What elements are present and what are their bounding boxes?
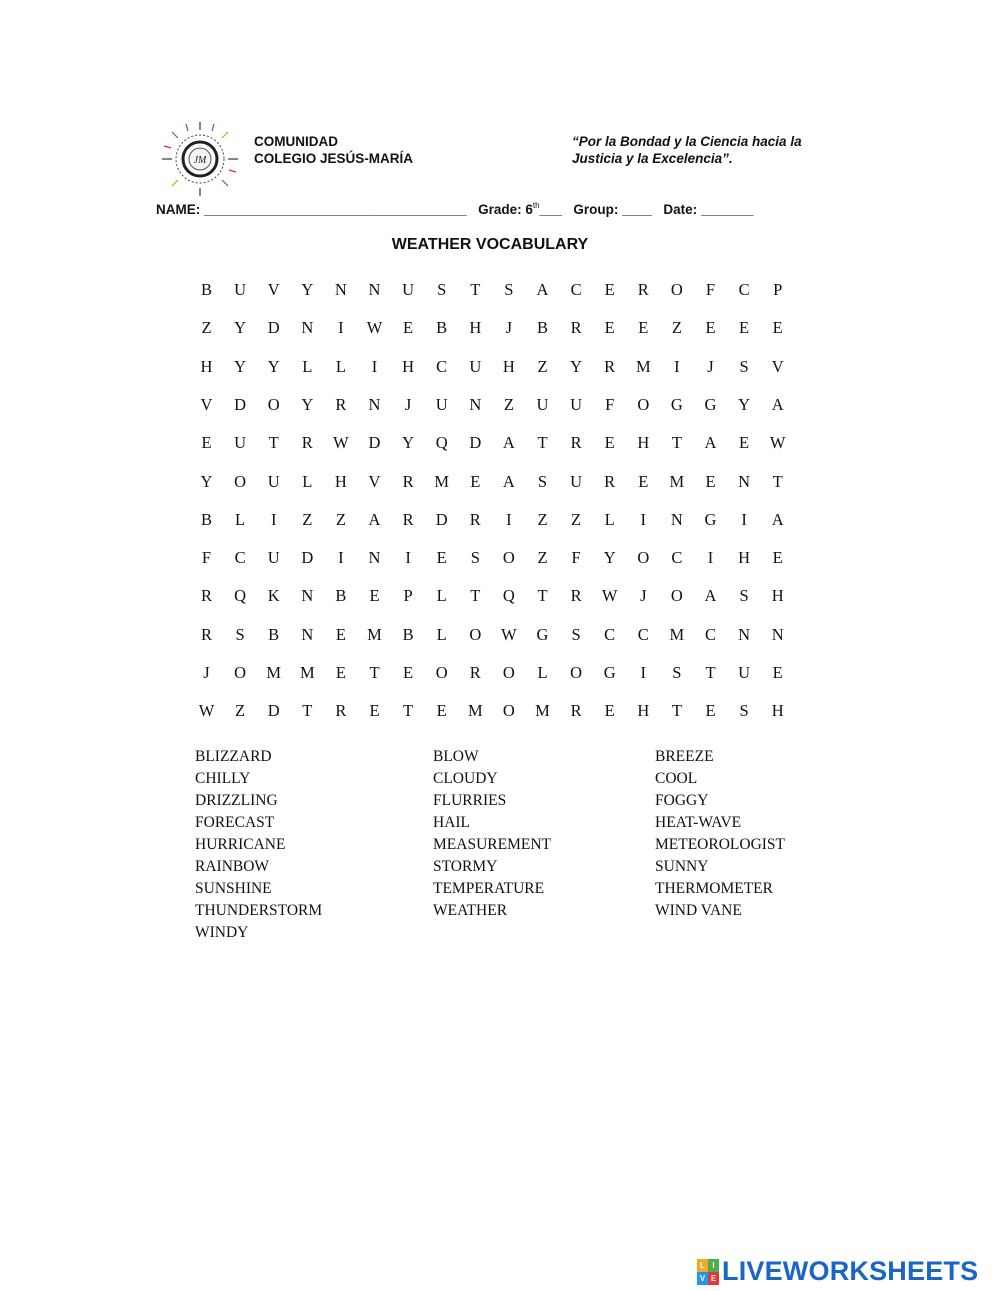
grid-letter[interactable]: F [201, 548, 212, 568]
grid-letter[interactable]: N [368, 280, 381, 299]
name-field[interactable]: ___________________________________ [204, 202, 467, 217]
grid-letter[interactable]: Y [234, 356, 247, 376]
grid-letter[interactable]: M [669, 624, 685, 644]
grid-letter[interactable]: S [739, 701, 749, 721]
grid-row [190, 357, 800, 381]
grid-letter[interactable]: O [234, 471, 247, 491]
motto-line2: Justicia y la Excelencia”. [572, 151, 733, 166]
grid-row [190, 510, 800, 534]
grid-letter[interactable]: B [436, 318, 448, 338]
vocabulary-word: THUNDERSTORM [195, 902, 323, 919]
word-list-column-2 [433, 746, 551, 922]
grid-letter[interactable]: E [638, 471, 649, 491]
grid-letter[interactable]: E [604, 701, 615, 721]
logo-tile: L [697, 1259, 708, 1272]
grid-row [190, 586, 800, 610]
grid-letter[interactable]: H [200, 356, 213, 376]
grid-letter[interactable]: J [203, 663, 210, 682]
grid-letter[interactable]: U [435, 394, 448, 414]
motto-line1: “Por la Bondad y la Ciencia hacia la [572, 134, 802, 149]
grid-letter[interactable]: Y [301, 394, 314, 414]
grid-letter[interactable]: L [604, 509, 615, 529]
grid-letter[interactable]: N [301, 586, 314, 606]
grid-letter[interactable]: Z [537, 356, 548, 376]
vocabulary-word: HURRICANE [195, 836, 286, 853]
grid-letter[interactable]: B [200, 280, 212, 299]
grid-letter[interactable]: N [334, 280, 347, 299]
grid-letter[interactable]: R [570, 318, 582, 338]
vocabulary-word: STORMY [433, 858, 498, 875]
logo-initials: JM [193, 155, 207, 166]
name-label: NAME: [156, 202, 201, 217]
grid-letter[interactable]: G [704, 509, 717, 529]
grid-letter[interactable]: Y [234, 318, 247, 338]
grid-letter[interactable]: Y [603, 548, 616, 568]
grid-letter[interactable]: E [604, 433, 615, 453]
grid-letter[interactable]: U [570, 394, 583, 414]
grid-letter[interactable]: C [436, 356, 448, 376]
grid-letter[interactable]: N [738, 624, 751, 644]
grid-letter[interactable]: T [537, 433, 548, 453]
grid-letter[interactable]: Z [571, 509, 582, 529]
grid-letter[interactable]: I [405, 548, 411, 568]
grid-letter[interactable]: A [536, 280, 549, 299]
grid-letter[interactable]: R [469, 663, 481, 682]
grid-letter[interactable]: E [201, 433, 212, 453]
grid-letter[interactable]: U [234, 280, 247, 299]
grid-letter[interactable]: D [368, 433, 381, 453]
vocabulary-word: WEATHER [433, 902, 508, 919]
grid-letter[interactable]: R [604, 471, 616, 491]
school-name-line1: COMUNIDAD [254, 134, 338, 149]
grid-row [190, 318, 800, 342]
grid-letter[interactable]: M [367, 624, 382, 644]
grid-letter[interactable]: Y [267, 356, 280, 376]
grid-letter[interactable]: S [571, 624, 581, 644]
grid-letter[interactable]: A [771, 509, 784, 529]
grid-letter[interactable]: L [302, 471, 313, 491]
grid-letter[interactable]: A [771, 394, 784, 414]
grid-letter[interactable]: U [469, 356, 482, 376]
grid-letter[interactable]: R [200, 624, 212, 644]
word-list-column-1 [195, 746, 322, 944]
grid-letter[interactable]: O [234, 663, 247, 682]
grid-letter[interactable]: U [570, 471, 583, 491]
grid-letter[interactable]: Y [200, 471, 213, 491]
vocabulary-word: HEAT-WAVE [655, 814, 742, 831]
student-info-line [156, 201, 754, 217]
grid-letter[interactable]: G [670, 394, 683, 414]
grid-letter[interactable]: L [537, 663, 548, 682]
grid-letter[interactable]: L [235, 509, 246, 529]
school-logo [160, 120, 240, 198]
grid-letter[interactable]: Y [570, 356, 583, 376]
grid-letter[interactable]: R [335, 701, 347, 721]
grid-letter[interactable]: E [739, 433, 750, 453]
grade-field[interactable]: ___ [539, 202, 563, 217]
grid-letter[interactable]: H [637, 433, 650, 453]
grid-letter[interactable]: S [235, 624, 245, 644]
grid-letter[interactable]: E [369, 586, 380, 606]
grid-letter[interactable]: R [637, 280, 649, 299]
grid-letter[interactable]: J [404, 394, 412, 414]
grid-letter[interactable]: Z [335, 509, 346, 529]
grid-letter[interactable]: C [671, 548, 683, 568]
grid-letter[interactable]: C [738, 280, 750, 299]
grid-letter[interactable]: M [669, 471, 685, 491]
grid-letter[interactable]: T [403, 701, 414, 721]
vocabulary-word: HAIL [433, 814, 471, 831]
grid-letter[interactable]: Z [302, 509, 313, 529]
grid-row [190, 395, 800, 419]
grid-letter[interactable]: P [403, 586, 413, 606]
grid-letter[interactable]: L [436, 624, 447, 644]
grid-letter[interactable]: M [635, 356, 651, 376]
grid-letter[interactable]: R [570, 586, 582, 606]
grid-letter[interactable]: I [338, 548, 344, 568]
grid-letter[interactable]: E [638, 318, 649, 338]
grid-letter[interactable]: D [234, 394, 247, 414]
grid-letter[interactable]: S [537, 471, 548, 491]
vocabulary-word: FOGGY [655, 792, 709, 809]
grid-letter[interactable]: Q [234, 586, 247, 606]
grid-letter[interactable]: Z [537, 509, 548, 529]
grid-letter[interactable]: I [741, 509, 747, 529]
grid-letter[interactable]: R [570, 701, 582, 721]
grid-letter[interactable]: I [640, 663, 647, 682]
word-list-column-3 [655, 746, 785, 922]
grid-letter[interactable]: W [769, 433, 786, 453]
vocabulary-word: COOL [655, 770, 698, 787]
grid-letter[interactable]: R [570, 433, 582, 453]
grid-letter[interactable]: G [704, 394, 717, 414]
grid-letter[interactable]: D [267, 701, 280, 721]
grid-letter[interactable]: E [705, 318, 716, 338]
grid-row [190, 701, 800, 725]
grid-letter[interactable]: D [435, 509, 448, 529]
grid-letter[interactable]: O [502, 663, 515, 682]
grid-letter[interactable]: E [772, 548, 783, 568]
grid-letter[interactable]: W [366, 318, 383, 338]
grid-letter[interactable]: T [772, 471, 783, 491]
vocabulary-word: WINDY [195, 924, 249, 941]
grid-letter[interactable]: O [670, 280, 683, 299]
grid-letter[interactable]: V [771, 356, 784, 376]
grid-letter[interactable]: I [707, 548, 714, 568]
grid-letter[interactable]: E [604, 280, 615, 299]
grid-letter[interactable]: E [335, 624, 346, 644]
group-field[interactable]: ____ [622, 202, 653, 217]
grid-letter[interactable]: H [771, 701, 784, 721]
liveworksheets-brand [697, 1256, 978, 1287]
grid-letter[interactable]: T [537, 586, 548, 606]
grid-letter[interactable]: M [467, 701, 483, 721]
liveworksheets-logo-icon [697, 1259, 719, 1285]
grid-letter[interactable]: O [570, 663, 583, 682]
grid-letter[interactable]: H [738, 548, 751, 568]
vocabulary-word: MEASUREMENT [433, 836, 551, 853]
grid-letter[interactable]: T [302, 701, 313, 721]
grid-letter[interactable]: O [435, 663, 448, 682]
grid-letter[interactable]: B [536, 318, 548, 338]
grid-letter[interactable]: U [536, 394, 549, 414]
grid-letter[interactable]: E [772, 318, 783, 338]
date-label: Date: [663, 202, 698, 217]
grid-letter[interactable]: O [670, 586, 683, 606]
grid-letter[interactable]: Z [503, 394, 514, 414]
grid-letter[interactable]: I [371, 356, 378, 376]
grid-letter[interactable]: S [739, 586, 749, 606]
grid-letter[interactable]: Y [301, 280, 314, 299]
grid-letter[interactable]: U [234, 433, 247, 453]
grid-letter[interactable]: C [637, 624, 649, 644]
grid-letter[interactable]: R [402, 509, 414, 529]
grid-letter[interactable]: Z [671, 318, 682, 338]
vocabulary-word: TEMPERATURE [433, 880, 545, 897]
grid-letter[interactable]: W [601, 586, 618, 606]
grid-letter[interactable]: R [402, 471, 414, 491]
grid-letter[interactable]: C [570, 280, 582, 299]
grid-letter[interactable]: V [200, 394, 213, 414]
grid-row [190, 548, 800, 572]
grid-letter[interactable]: T [369, 663, 380, 682]
grid-letter[interactable]: N [301, 624, 314, 644]
grid-letter[interactable]: A [502, 471, 515, 491]
grid-letter[interactable]: K [267, 586, 280, 606]
grid-letter[interactable]: W [198, 701, 215, 721]
grid-letter[interactable]: Q [435, 433, 448, 453]
grid-row [190, 625, 800, 649]
vocabulary-word: RAINBOW [195, 858, 270, 875]
grid-letter[interactable]: N [469, 394, 482, 414]
grid-letter[interactable]: Y [738, 394, 751, 414]
grid-letter[interactable]: E [369, 701, 380, 721]
school-name [254, 133, 413, 167]
grid-letter[interactable]: R [301, 433, 313, 453]
grid-letter[interactable]: N [738, 471, 751, 491]
grid-letter[interactable]: E [436, 548, 447, 568]
grid-letter[interactable]: N [670, 509, 683, 529]
grid-letter[interactable]: I [270, 509, 277, 529]
grid-letter[interactable]: R [469, 509, 481, 529]
grid-letter[interactable]: U [267, 471, 280, 491]
grid-letter[interactable]: J [640, 586, 647, 606]
school-motto [572, 133, 802, 167]
grid-letter[interactable]: S [504, 280, 514, 299]
grid-row [190, 433, 800, 457]
grid-letter[interactable]: C [234, 548, 246, 568]
grid-letter[interactable]: E [739, 318, 750, 338]
grid-letter[interactable]: H [334, 471, 347, 491]
grid-letter[interactable]: E [470, 471, 481, 491]
grade-label: Grade: 6 [478, 202, 533, 217]
grid-letter[interactable]: H [402, 356, 415, 376]
grid-letter[interactable]: A [704, 433, 717, 453]
grid-letter[interactable]: S [739, 356, 749, 376]
vocabulary-word: METEOROLOGIST [655, 836, 786, 853]
grid-letter[interactable]: E [335, 663, 346, 682]
vocabulary-word: BLOW [433, 748, 479, 765]
grid-letter[interactable]: U [402, 280, 415, 299]
grid-letter[interactable]: M [434, 471, 450, 491]
vocabulary-word: FLURRIES [433, 792, 507, 809]
grid-letter[interactable]: C [704, 624, 716, 644]
grid-row [190, 472, 800, 496]
grid-letter[interactable]: A [704, 586, 717, 606]
grid-letter[interactable]: Y [402, 433, 415, 453]
grid-row [190, 280, 800, 304]
grid-letter[interactable]: O [502, 548, 515, 568]
grid-letter[interactable]: T [705, 663, 716, 682]
worksheet-title: WEATHER VOCABULARY [391, 236, 589, 253]
logo-tile: E [708, 1272, 719, 1285]
vocabulary-word: WIND VANE [655, 902, 742, 919]
grid-letter[interactable]: R [335, 394, 347, 414]
grid-letter[interactable]: D [267, 318, 280, 338]
grid-letter[interactable]: Z [201, 318, 212, 338]
group-label: Group: [573, 202, 619, 217]
grid-letter[interactable]: H [502, 356, 515, 376]
grid-letter[interactable]: N [771, 624, 784, 644]
grid-letter[interactable]: M [299, 663, 315, 682]
date-field[interactable]: _______ [700, 202, 754, 217]
grid-letter[interactable]: E [705, 471, 716, 491]
grid-letter[interactable]: W [501, 624, 517, 644]
grid-letter[interactable]: O [637, 548, 650, 568]
grid-letter[interactable]: U [738, 663, 751, 682]
grid-letter[interactable]: S [437, 280, 447, 299]
grid-letter[interactable]: I [640, 509, 647, 529]
grid-letter[interactable]: A [502, 433, 515, 453]
grid-letter[interactable]: T [470, 280, 481, 299]
grid-letter[interactable]: A [368, 509, 381, 529]
vocabulary-word: CLOUDY [433, 770, 498, 787]
grid-letter[interactable]: F [605, 394, 615, 414]
grid-letter[interactable]: Z [537, 548, 548, 568]
grid-letter[interactable]: Z [235, 701, 246, 721]
grid-letter[interactable]: E [772, 663, 783, 682]
vocabulary-word: THERMOMETER [655, 880, 773, 897]
grid-letter[interactable]: F [705, 280, 716, 299]
vocabulary-word: BREEZE [655, 748, 714, 765]
grid-letter[interactable]: N [368, 394, 381, 414]
grid-letter[interactable]: B [200, 509, 212, 529]
vocabulary-word: SUNNY [655, 858, 709, 875]
grid-letter[interactable]: F [571, 548, 581, 568]
grid-letter[interactable]: N [301, 318, 314, 338]
grid-letter[interactable]: S [672, 663, 682, 682]
vocabulary-word: DRIZZLING [195, 792, 278, 809]
grid-letter[interactable]: G [536, 624, 549, 644]
grid-letter[interactable]: O [637, 394, 650, 414]
grid-letter[interactable]: T [470, 586, 481, 606]
grid-letter[interactable]: D [301, 548, 314, 568]
grid-letter[interactable]: T [671, 701, 682, 721]
brand-name: LIVEWORKSHEETS [722, 1256, 979, 1286]
vocabulary-word: BLIZZARD [195, 748, 272, 765]
grid-letter[interactable]: P [773, 280, 783, 299]
grid-letter[interactable]: R [200, 586, 212, 606]
grid-letter[interactable]: G [603, 663, 616, 682]
grid-letter[interactable]: B [402, 624, 414, 644]
grid-letter[interactable]: M [266, 663, 282, 682]
grid-letter[interactable]: T [268, 433, 279, 453]
grid-letter[interactable]: S [470, 548, 480, 568]
grid-letter[interactable]: I [674, 356, 680, 376]
grid-letter[interactable]: E [604, 318, 615, 338]
grid-letter[interactable]: C [604, 624, 616, 644]
grid-row [190, 663, 800, 687]
logo-tile: V [697, 1272, 708, 1285]
grid-letter[interactable]: L [436, 586, 447, 606]
grid-letter[interactable]: R [604, 356, 616, 376]
grid-letter[interactable]: E [403, 663, 414, 682]
grid-letter[interactable]: H [637, 701, 650, 721]
grid-letter[interactable]: U [267, 548, 280, 568]
grid-letter[interactable]: J [505, 318, 513, 338]
grid-letter[interactable]: H [469, 318, 482, 338]
grid-letter[interactable]: N [368, 548, 381, 568]
vocabulary-word: CHILLY [195, 770, 251, 787]
logo-tile: I [708, 1259, 719, 1272]
vocabulary-word: SUNSHINE [195, 880, 272, 897]
vocabulary-word: FORECAST [195, 814, 275, 831]
grid-letter[interactable]: O [502, 701, 515, 721]
grid-letter[interactable]: M [535, 701, 550, 721]
grid-letter[interactable]: W [333, 433, 349, 453]
grid-letter[interactable]: E [705, 701, 716, 721]
grid-letter[interactable]: L [302, 356, 313, 376]
grid-letter[interactable]: E [403, 318, 414, 338]
grid-letter[interactable]: T [671, 433, 682, 453]
grid-letter[interactable]: V [267, 280, 280, 299]
grid-letter[interactable]: J [707, 356, 714, 376]
grid-letter[interactable]: O [469, 624, 482, 644]
grid-letter[interactable]: B [335, 586, 347, 606]
grade-suffix: th [532, 201, 540, 210]
grid-letter[interactable]: L [335, 356, 346, 376]
grid-letter[interactable]: V [368, 471, 381, 491]
grid-letter[interactable]: H [771, 586, 784, 606]
school-name-line2: COLEGIO JESÚS-MARÍA [254, 151, 414, 166]
grid-letter[interactable]: I [506, 509, 512, 529]
grid-letter[interactable]: D [469, 433, 482, 453]
grid-letter[interactable]: O [267, 394, 280, 414]
grid-letter[interactable]: E [436, 701, 447, 721]
grid-letter[interactable]: B [268, 624, 280, 644]
grid-letter[interactable]: I [338, 318, 344, 338]
grid-letter[interactable]: Q [502, 586, 515, 606]
